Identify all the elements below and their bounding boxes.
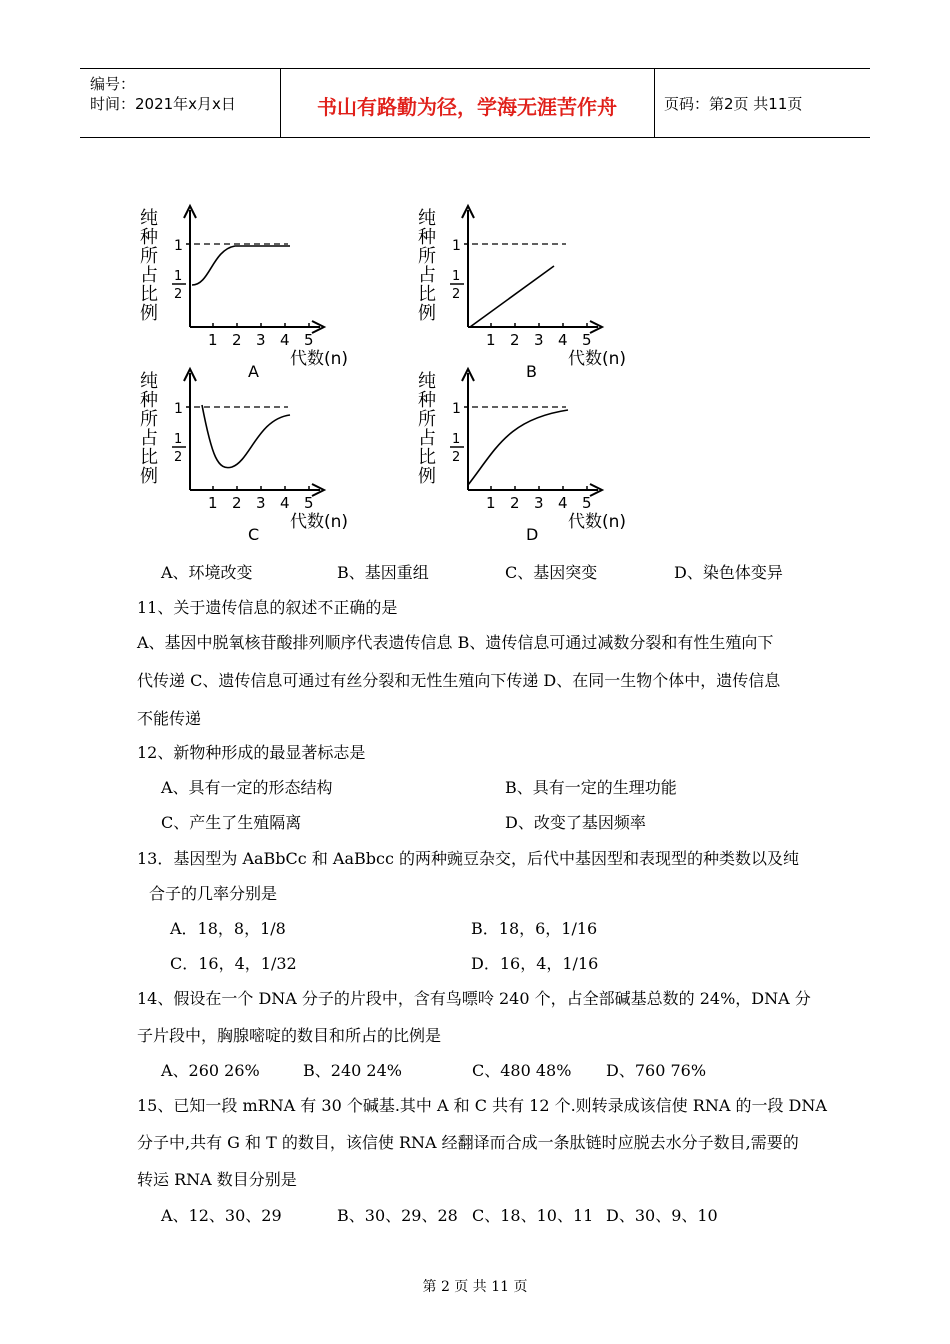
page-label: 页码：第2页 共11页	[664, 95, 803, 113]
y-axis-label: 例	[418, 303, 436, 324]
x-tick-label: 4	[280, 331, 290, 349]
x-axis-label: 代数(n)	[290, 349, 349, 369]
y-tick-half-denominator: 2	[452, 287, 461, 302]
y-axis-label: 种	[418, 227, 436, 248]
x-tick-label: 2	[232, 331, 242, 349]
option-c: C、产生了生殖隔离	[161, 813, 302, 832]
graph-panel-d	[418, 365, 627, 549]
y-axis-label: 占	[418, 428, 436, 449]
option-d: D、30、9、10	[606, 1206, 718, 1225]
question-stem: 12、新物种形成的最显著标志是	[137, 743, 366, 762]
curve	[192, 246, 290, 285]
graph-panel-a	[140, 202, 349, 386]
x-tick-label: 2	[232, 494, 242, 512]
y-axis-label: 所	[418, 409, 436, 430]
y-axis-label: 例	[418, 466, 436, 487]
y-axis-label: 所	[418, 246, 436, 267]
y-tick-half-numerator: 1	[174, 432, 183, 447]
question-stem: 15、已知一段 mRNA 有 30 个碱基.其中 A 和 C 共有 12 个.则转录成该信使 RNA 的一段 DNA	[137, 1096, 827, 1115]
question-stem: 子片段中，胸腺嘧啶的数目和所占的比例是	[137, 1026, 442, 1045]
question-stem: 14、假设在一个 DNA 分子的片段中，含有鸟嘌呤 240 个，占全部碱基总数的 24%，DNA 分	[137, 989, 811, 1008]
graph-panel-c	[140, 365, 349, 549]
y-axis-label: 纯	[418, 208, 436, 229]
y-axis-label: 所	[140, 246, 158, 267]
y-tick-half-numerator: 1	[174, 269, 183, 284]
question-stem: 合子的几率分别是	[149, 884, 278, 903]
x-axis-label: 代数(n)	[568, 512, 627, 532]
number-label: 编号：	[90, 75, 136, 93]
x-axis-label: 代数(n)	[290, 512, 349, 532]
x-tick-label: 5	[304, 331, 314, 349]
question-text: 不能传递	[137, 709, 202, 728]
x-tick-label: 2	[510, 331, 520, 349]
curve	[202, 405, 290, 468]
x-tick-label: 1	[486, 494, 496, 512]
curve	[468, 410, 568, 485]
option-b: B、具有一定的生理功能	[505, 778, 677, 797]
curve	[470, 266, 554, 327]
x-tick-label: 3	[534, 331, 544, 349]
x-tick-label: 2	[510, 494, 520, 512]
panel-letter: A	[248, 362, 259, 381]
option-c: C．16，4，1/32	[170, 954, 297, 973]
y-tick-1: 1	[452, 401, 461, 417]
y-axis-label: 比	[418, 284, 436, 305]
y-axis-label: 种	[418, 390, 436, 411]
question-text: 代传递 C、遗传信息可通过有丝分裂和无性生殖向下传递 D、在同一生物个体中，遗传信息	[137, 671, 781, 690]
option-a: A、具有一定的形态结构	[161, 778, 333, 797]
y-tick-half-numerator: 1	[452, 269, 461, 284]
option-a: A、260 26%	[161, 1061, 260, 1080]
x-tick-label: 3	[256, 494, 266, 512]
option-c: C、18、10、11	[472, 1206, 594, 1225]
y-axis-label: 比	[140, 447, 158, 468]
y-axis-label: 纯	[418, 371, 436, 392]
option-d: D、染色体变异	[674, 563, 783, 582]
question-stem: 转运 RNA 数目分别是	[137, 1170, 297, 1189]
option-b: B、240 24%	[303, 1061, 402, 1080]
x-tick-label: 3	[256, 331, 266, 349]
page-footer: 第 2 页 共 11 页	[422, 1279, 528, 1295]
y-axis-label: 比	[418, 447, 436, 468]
x-tick-label: 5	[582, 494, 592, 512]
y-axis-label: 纯	[140, 371, 158, 392]
x-tick-label: 1	[208, 331, 218, 349]
y-axis-label: 比	[140, 284, 158, 305]
option-d: D、760 76%	[606, 1061, 707, 1080]
y-tick-1: 1	[174, 401, 183, 417]
motto: 书山有路勤为径，学海无涯苦作舟	[317, 95, 617, 119]
panel-letter: B	[526, 362, 537, 381]
y-axis-label: 例	[140, 303, 158, 324]
option-b: B、基因重组	[337, 563, 429, 582]
x-tick-label: 1	[486, 331, 496, 349]
option-a: A、环境改变	[161, 563, 253, 582]
x-tick-label: 5	[304, 494, 314, 512]
y-axis-label: 占	[140, 428, 158, 449]
option-d: D．16，4，1/16	[471, 954, 599, 973]
y-axis-label: 占	[418, 265, 436, 286]
question-stem: 分子中,共有 G 和 T 的数目，该信使 RNA 经翻译而合成一条肽链时应脱去水分子数目,需要的	[137, 1133, 799, 1152]
option-c: C、基因突变	[505, 563, 598, 582]
y-axis-label: 种	[140, 390, 158, 411]
x-tick-label: 3	[534, 494, 544, 512]
y-axis-label: 占	[140, 265, 158, 286]
y-tick-half-denominator: 2	[174, 450, 183, 465]
option-a: A、12、30、29	[161, 1206, 282, 1225]
header-divider	[654, 69, 655, 137]
y-axis-label: 例	[140, 466, 158, 487]
y-tick-1: 1	[174, 238, 183, 254]
x-tick-label: 4	[558, 331, 568, 349]
question-stem: 11、关于遗传信息的叙述不正确的是	[137, 598, 398, 617]
panel-letter: C	[248, 525, 260, 544]
y-axis-label: 纯	[140, 208, 158, 229]
graph-panel-b	[418, 202, 627, 386]
x-tick-label: 1	[208, 494, 218, 512]
y-axis-label: 所	[140, 409, 158, 430]
time-label: 时间：2021年x月x日	[90, 95, 236, 113]
option-d: D、改变了基因频率	[505, 813, 646, 832]
y-tick-1: 1	[452, 238, 461, 254]
page-header	[80, 68, 870, 138]
option-c: C、480 48%	[472, 1061, 572, 1080]
x-tick-label: 4	[280, 494, 290, 512]
question-text: A、基因中脱氧核苷酸排列顺序代表遗传信息 B、遗传信息可通过减数分裂和有性生殖向下	[137, 633, 774, 652]
y-tick-half-denominator: 2	[174, 287, 183, 302]
x-axis-label: 代数(n)	[568, 349, 627, 369]
panel-letter: D	[526, 525, 539, 544]
y-tick-half-denominator: 2	[452, 450, 461, 465]
x-tick-label: 4	[558, 494, 568, 512]
option-b: B、30、29、28	[337, 1206, 458, 1225]
x-tick-label: 5	[582, 331, 592, 349]
option-a: A．18，8，1/8	[170, 919, 286, 938]
question-stem: 13．基因型为 AaBbCc 和 AaBbcc 的两种豌豆杂交，后代中基因型和表现型的种类数以及纯	[137, 849, 800, 868]
y-axis-label: 种	[140, 227, 158, 248]
option-b: B．18，6，1/16	[471, 919, 598, 938]
y-tick-half-numerator: 1	[452, 432, 461, 447]
